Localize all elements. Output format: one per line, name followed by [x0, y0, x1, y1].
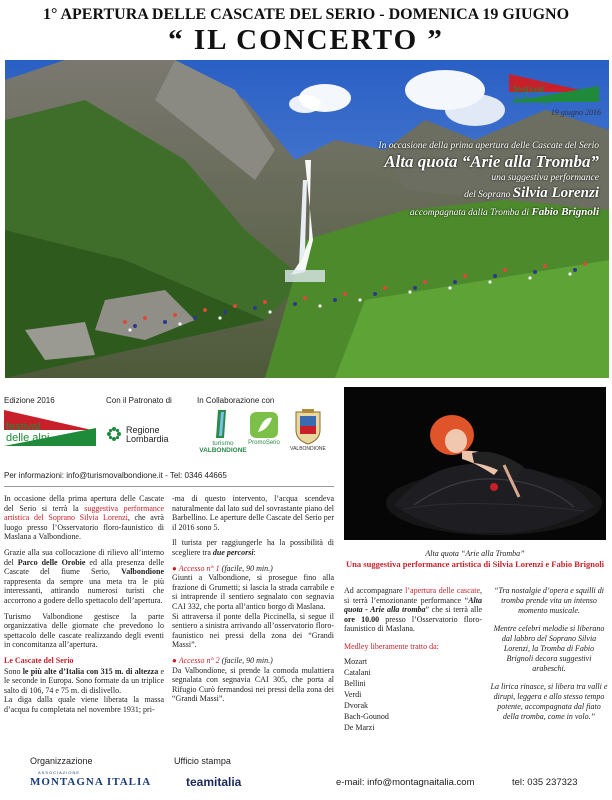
- footer-labels: [0, 756, 612, 766]
- accesso-1-difficulty: (facile, 90 min.): [219, 563, 273, 573]
- hero-tromba: accompagnata dalla Tromba di Fabio Brignoli: [409, 206, 599, 218]
- footer-email: e-mail: info@montagnaitalia.com: [336, 777, 475, 788]
- montagna-italia-logo: MONTAGNA ITALIA: [30, 776, 152, 788]
- quote-paragraph-3: La lirica rinasce, si libera tra valli e dirupi, leggera e allo stesso tempo potente, accompagnata dal fiato della tromba, come in volo.”: [490, 682, 608, 721]
- column-2: [172, 494, 334, 704]
- festival-delle-alpi-logo: [509, 70, 601, 116]
- accesso-2-difficulty: (facile, 90 min.): [219, 655, 273, 665]
- list-item: Bach-Gounod: [344, 711, 389, 721]
- ufficio-stampa-label: Ufficio stampa: [174, 756, 231, 766]
- contact-info: Per informazioni: info@turismovalbondione.it - Tel: 0346 44665: [4, 471, 227, 480]
- footer: [0, 772, 612, 794]
- hero-event-title: Alta quota “Arie alla Tromba”: [384, 152, 599, 171]
- soprano-photo-illustration: [344, 387, 606, 540]
- column-4-quote: [490, 586, 608, 730]
- col1-paragraph-5: La diga dalla quale viene liberata la massa d’acqua fu completata nel novembre 1931; pri-: [4, 695, 164, 714]
- col2-paragraph-2: Il turista per raggiungerle ha la possibilità di scegliere tra due percorsi:: [172, 538, 334, 557]
- accesso-2: [172, 656, 334, 704]
- regione-lombardia-logo: [106, 424, 176, 448]
- organizzazione-label: Organizzazione: [30, 756, 93, 766]
- header-title-concerto: “ IL CONCERTO ”: [168, 24, 444, 56]
- hero-photo: [5, 60, 609, 378]
- collaborazione-label: In Collaborazione con: [197, 396, 275, 405]
- accesso-1: [172, 564, 334, 650]
- accesso-1-title: ● Accesso n° 1: [172, 563, 220, 573]
- accesso-2-text: Da Valbondione, si prende la comoda mulattiera segnalata con segnavia CAI 305, che porta al Rifugio Curò fermandosi nei pressi della zona dei “Grandi Massi”.: [172, 665, 334, 704]
- col1-paragraph-2: Grazie alla sua collocazione di rilievo all’interno del Parco delle Orobie ed alla presenza delle Cascate del fiume Serio, Valbondione rappresenta da sempre una meta tra le più interessanti, attirando numerosi turisti che accorrono a godere dello spettacolo dell’apertura.: [4, 547, 164, 605]
- hero-subtitle: una suggestiva performance: [491, 173, 599, 183]
- column-1: [4, 494, 164, 720]
- col3-paragraph: Ad accompagnare l’apertura delle cascate, si terrà l’emozionante performance “Alta quota - Arie alla tromba” che si terrà alle ore 10.00 presso l’Osservatorio floro-faunistico di Maslana.: [344, 586, 483, 634]
- header-title-line1: 1° APERTURA DELLE CASCATE DEL SERIO - DOMENICA 19 GIUGNO: [42, 6, 570, 23]
- montagna-italia-sup: ASSOCIAZIONE: [38, 770, 81, 775]
- photo-caption-subtitle: Una suggestiva performance artistica di Silvia Lorenzi e Fabio Brignoli: [346, 559, 604, 569]
- composer-list: [344, 656, 482, 733]
- accesso-2-title: ● Accesso n° 2: [172, 655, 220, 665]
- festival-logo-text: festival delle alpi: [6, 421, 50, 444]
- quote-paragraph-2: Mentre celebri melodie si liberano dal labbro del Soprano Silvia Lorenzi, la Tromba di Fabio Brignoli decora suggestivi arabeschi.: [493, 624, 605, 673]
- coat-of-arms-icon: [290, 408, 326, 446]
- column-3: [344, 586, 482, 733]
- col1-paragraph-3: Turismo Valbondione gestisce la parte organizzativa delle giornate che prevedono lo spettacolo delle cascate realizzando degli eventi in concomitanza all’apertura.: [4, 611, 164, 650]
- stemma-label: VALBONDIONE: [290, 446, 326, 452]
- patronato-label: Con il Patronato di: [106, 396, 172, 405]
- list-item: Mozart: [344, 656, 368, 666]
- quote-paragraph-1: “Tra nostalgie d’opera e squilli di tromba prende vita un intenso momento musicale.: [493, 586, 604, 615]
- list-item: Verdi: [344, 689, 362, 699]
- waterfall-icon: [200, 408, 246, 440]
- camunian-rose-icon: [106, 426, 122, 442]
- regione-logo-text: Regione Lombardia: [126, 425, 169, 444]
- promoserio-logo: [246, 410, 282, 456]
- col1-paragraph-4: Sono le più alte d’Italia con 315 m. di altezza e le seconde in Europa. Sono formate da un triplice salto di 106, 74 e 75 m. di dislivello.: [4, 666, 164, 695]
- footer-tel: tel: 035 237323: [512, 777, 578, 788]
- comune-stemma-logo: [290, 408, 326, 456]
- edition-label: Edizione 2016: [4, 396, 55, 405]
- festival-logo: [4, 408, 96, 458]
- list-item: Dvorak: [344, 700, 368, 710]
- list-item: Bellini: [344, 678, 366, 688]
- turismo-logo-text: turismo VALBONDIONE: [199, 440, 247, 454]
- col1-paragraph-1: In occasione della prima apertura delle Cascate del Serio si terrà la suggestiva performance artistica del Soprano Silvia Lorenzi, che avrà luogo presso l’Osservatorio floro-faunistico di Maslana a Valbondione.: [4, 494, 164, 542]
- promoserio-leaf-icon: [246, 410, 282, 440]
- divider: [4, 486, 334, 487]
- hero-intro: In occasione della prima apertura delle Cascate del Serio: [378, 141, 599, 151]
- hero-overlay-text: [299, 140, 599, 220]
- turismo-valbondione-logo: [200, 408, 246, 458]
- list-item: De Marzi: [344, 722, 375, 732]
- col2-paragraph-1: -ma di questo intervento, l’acqua scendeva naturalmente dal lato sud del sovrastante piano del Barbellino. Le aperture delle Cascate del Serio per il 2016 sono 5.: [172, 494, 334, 532]
- accesso-1-text: Giunti a Valbondione, si prosegue fino alla frazione di Grumetti; si lascia la strada carrabile e si intraprende il sentiero segnalato con segnavia CAI 332, che porta all’antico borgo di Maslana.: [172, 573, 334, 611]
- teamitalia-logo: teamitalia: [186, 775, 242, 789]
- list-item: Catalani: [344, 667, 371, 677]
- accesso-1-text-2: Si attraversa il ponte della Piccinella, si segue il sentiero a sinistra arrivando all’osservatorio floro-faunistico nei pressi della zona dei “Grandi Massi”.: [172, 611, 334, 650]
- hero-soprano: del Soprano Silvia Lorenzi: [464, 185, 599, 201]
- hero-logo-date: 19 giugno 2016: [550, 108, 601, 117]
- photo-caption-title: Alta quota “Arie alla Tromba”: [425, 549, 525, 558]
- medley-heading: Medley liberamente tratto da:: [344, 641, 439, 651]
- section-heading-cascate: Le Cascate del Serio: [4, 655, 74, 665]
- performer-photo: [344, 387, 606, 540]
- promoserio-logo-text: PromoSerio: [248, 440, 280, 446]
- hero-logo-text: festival delle alpi: [513, 85, 553, 106]
